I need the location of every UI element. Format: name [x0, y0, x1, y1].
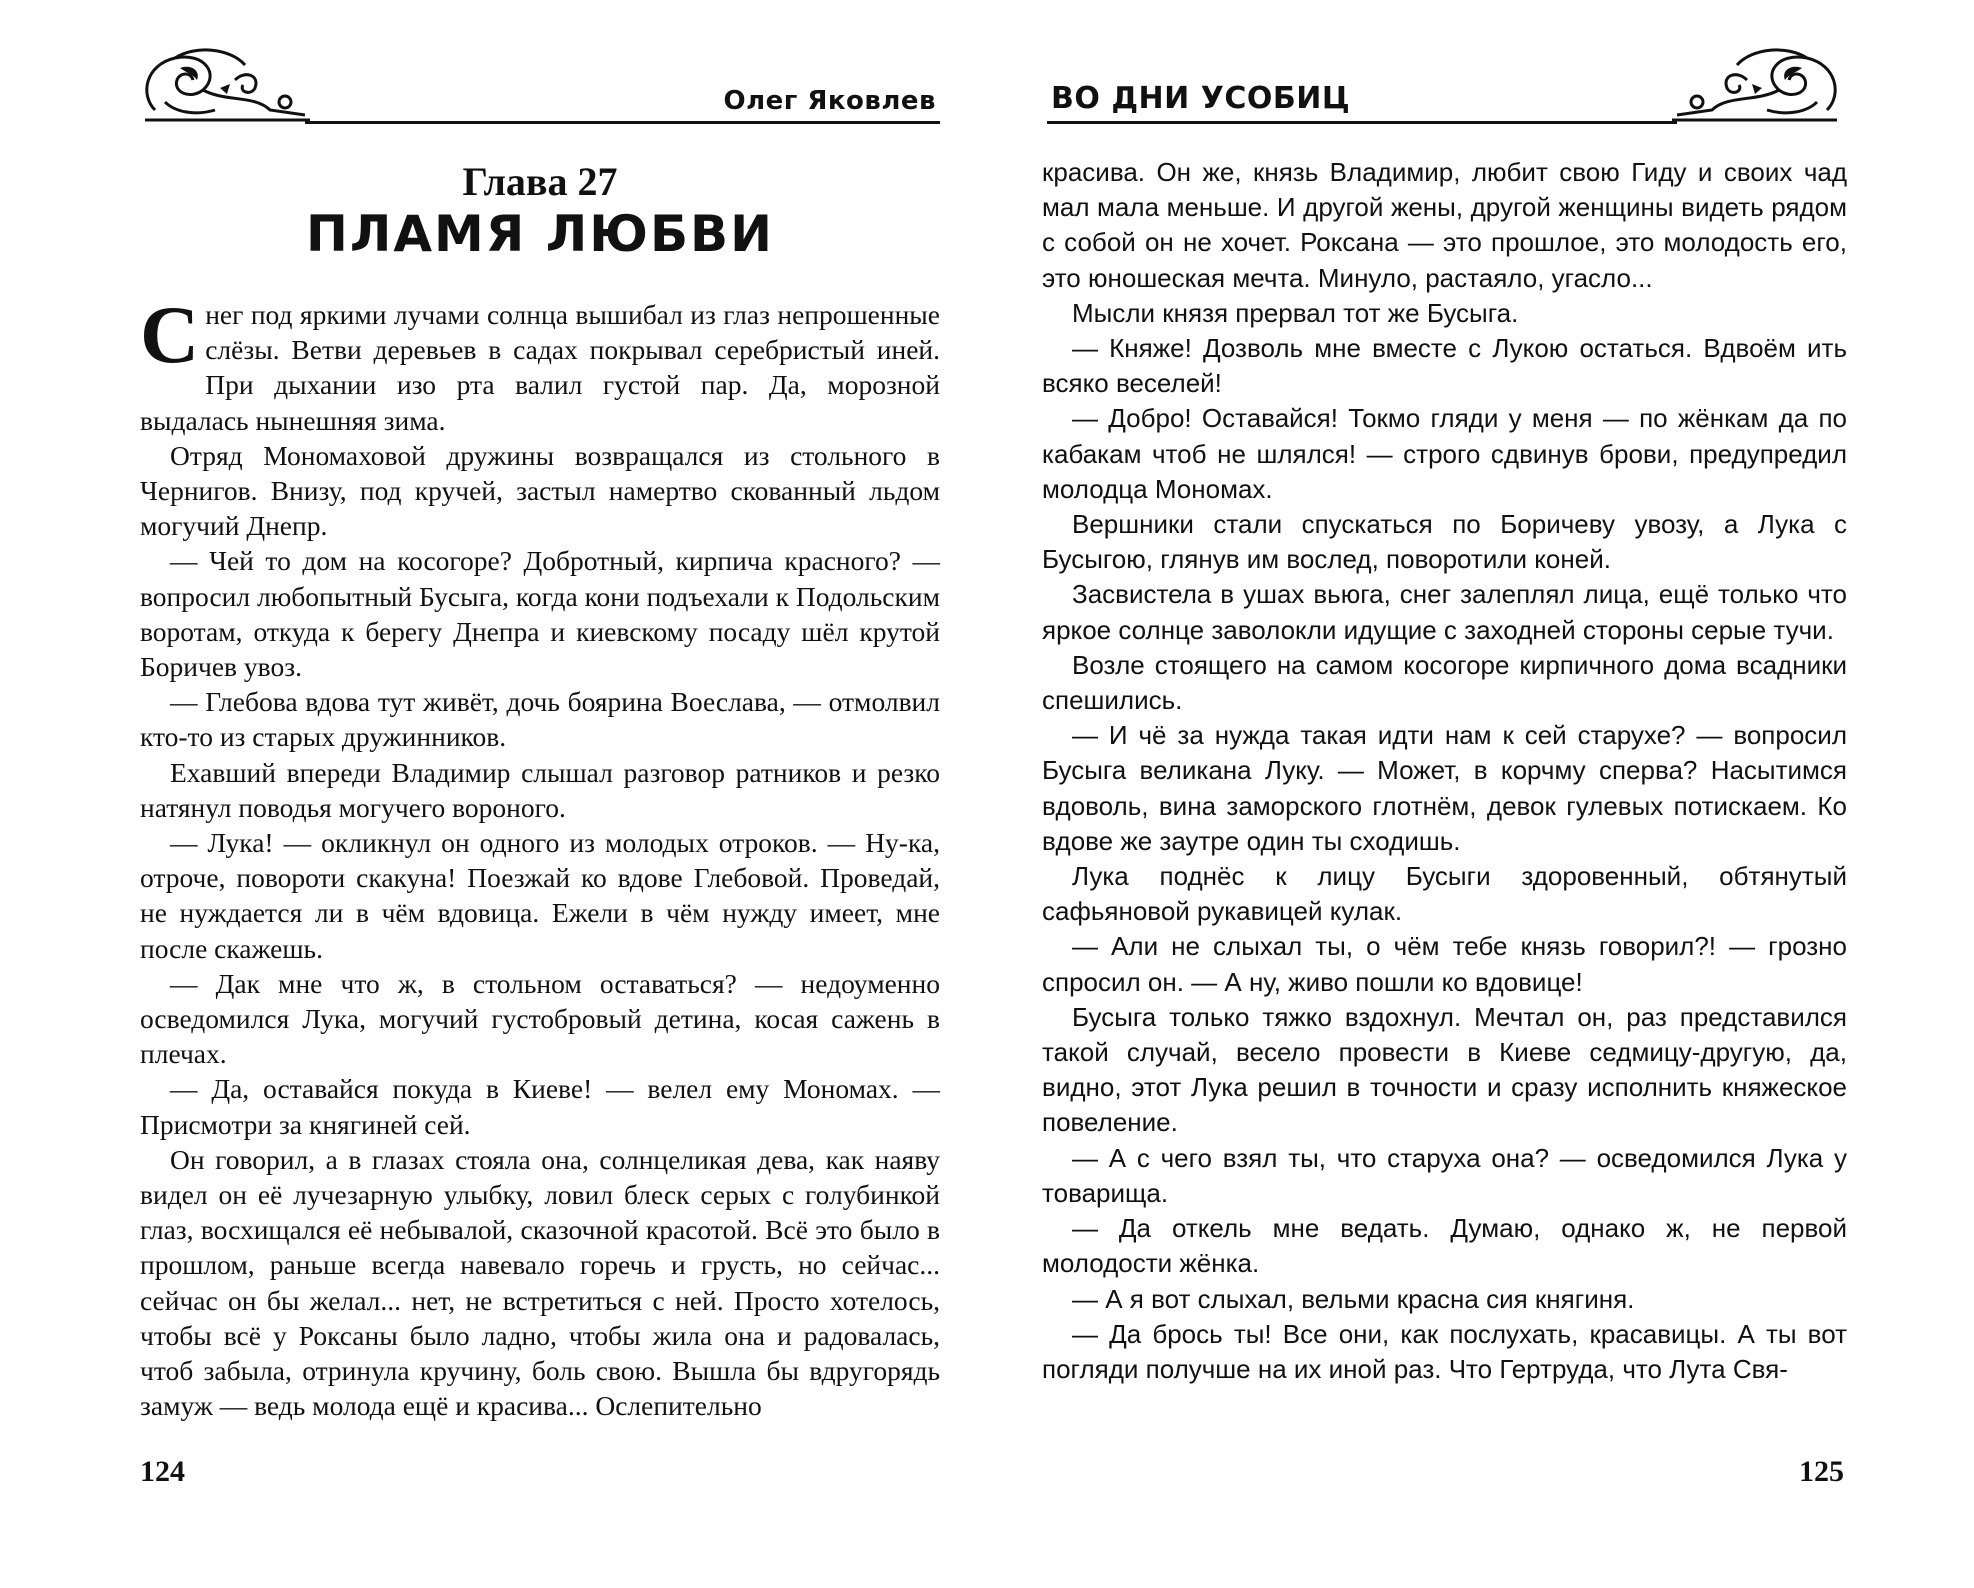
body-text — [140, 289, 940, 1424]
paragraph: — А с чего взял ты, что старуха она? — осведомился Лука у товарища. — [1042, 1142, 1847, 1208]
paragraph: — А я вот слыхал, вельми красна сия княгиня. — [1072, 1283, 1635, 1314]
scroll-ornament-icon — [1667, 40, 1847, 130]
paragraph: — Да брось ты! Все они, как послухать, красавицы. А ты вот погляди получше на их иной раз. Что Гертруда, что Лута Свя- — [1042, 1318, 1847, 1384]
page-number: 125 — [1799, 1455, 1844, 1488]
paragraph: — Добро! Оставайся! Токмо гляди у меня — по жёнкам да по кабакам чтоб не шлялся! — строго сдвинув брови, предупредил молодца Мономах. — [1042, 403, 1847, 504]
paragraph: — И чё за нужда такая идти нам к сей старухе? — вопросил Бусыга великана Луку. — Может, в корчму сперва? Насытимся вдоволь, вина заморского глотнём, девок гулевых потискаем. Ко вдове же заутре один ты сходишь. — [1042, 720, 1847, 856]
paragraph: — Чей то дом на косогоре? Добротный, кирпича красного? — вопросил любопытный Бусыга, когда кони подъехали к Подольским воротам, откуда к берегу Днепра и киевскому посаду шёл крутой Боричев увоз. — [140, 545, 940, 683]
paragraph: — Глебова вдова тут живёт, дочь боярина Воеслава, — отмолвил кто-то из старых дружинников. — [140, 686, 940, 753]
scroll-ornament-icon — [135, 40, 315, 130]
running-head — [1047, 40, 1847, 130]
body-text — [1042, 155, 1847, 1387]
paragraph: Бусыга только тяжко вздохнул. Мечтал он, раз представился такой случай, весело провести в Киеве седмицу-другую, да, видно, этот Лука решил в точности и сразу исполнить княжеское повеление. — [1042, 1001, 1847, 1138]
running-head — [135, 40, 940, 130]
chapter-number: Глава 27 — [462, 159, 618, 204]
running-head-title: ВО ДНИ УСОБИЦ — [1051, 81, 1351, 116]
paragraph: — Али не слыхал ты, о чём тебе князь говорил?! — грозно спросил он. — А ну, живо пошли ко вдовице! — [1042, 931, 1847, 997]
paragraph: Мысли князя прервал тот же Бусыга. — [1072, 297, 1519, 328]
drop-cap: С — [140, 289, 200, 380]
header-rule — [305, 121, 940, 124]
paragraph: Ехавший впереди Владимир слышал разговор ратников и резко натянул поводья могучего вороного. — [140, 756, 940, 823]
paragraph: — Да, оставайся покуда в Киеве! — велел ему Мономах. — Присмотри за княгиней сей. — [140, 1073, 940, 1140]
paragraph: Возле стоящего на самом косогоре кирпичного дома всадники спешились. — [1042, 649, 1847, 716]
header-rule — [1047, 121, 1677, 124]
running-head-author: Олег Яковлев — [723, 86, 936, 116]
paragraph: Он говорил, а в глазах стояла она, солнцеликая дева, как наяву видел он её лучезарную улыбку, ловил блеск серых с голубинкой глаз, восхищался её небывалой, сказочной красотой. Всё это было в прошлом, раньше всегда навевало горечь и грусть, но сейчас... сейчас он бы желал... нет, не встретиться с ней. Просто хотелось, чтобы всё у Роксаны было ладно, чтобы жила она и радовалась, чтоб забыла, отринула кручину, боль свою. Вышла бы вдругорядь замуж — ведь молода ещё и красива... Ослепительно — [140, 1143, 940, 1422]
right-page — [987, 0, 1974, 1588]
paragraph: Снег под яркими лучами солнца вышибал из глаз непрошенные слёзы. Ветви деревьев в садах покрывал серебристый иней. При дыхании изо рта валил густой пар. Да, морозной выдалась нынешняя зима. — [140, 289, 940, 436]
paragraph: Засвистела в ушах вьюга, снег залеплял лица, ещё только что яркое солнце заволокли идущие с заходней стороны серые тучи. — [1042, 579, 1847, 645]
paragraph: — Дак мне что ж, в стольном оставаться? — недоуменно осведомился Лука, могучий густобровый детина, косая сажень в плечах. — [140, 967, 940, 1070]
paragraph: Лука поднёс к лицу Бусыги здоровенный, обтянутый сафьяновой рукавицей кулак. — [1042, 861, 1847, 927]
paragraph: — Лука! — окликнул он одного из молодых отроков. — Ну-ка, отроче, повороти скакуна! Поезжай ко вдове Глебовой. Проведай, не нуждается ли в чём вдовица. Ежели в чём нужду имеет, мне после скажешь. — [140, 827, 940, 964]
chapter-title: ПЛАМЯ ЛЮБВИ — [305, 205, 775, 263]
paragraph: — Княже! Дозволь мне вместе с Лукою остаться. Вдвоём ить всяко веселей! — [1042, 333, 1847, 399]
paragraph: — Да откель мне ведать. Думаю, однако ж, не первой молодости жёнка. — [1042, 1213, 1847, 1279]
paragraph: красива. Он же, князь Владимир, любит свою Гиду и своих чад мал мала меньше. И другой жены, другой женщины видеть рядом с собой он не хочет. Роксана — это прошлое, это молодость его, это юношеская мечта. Минуло, растаяло, угасло... — [1042, 157, 1847, 293]
paragraph: Отряд Мономаховой дружины возвращался из стольного в Чернигов. Внизу, под кручей, застыл намертво скованный льдом могучий Днепр. — [140, 439, 940, 542]
page-number: 124 — [140, 1455, 185, 1488]
paragraph: Вершники стали спускаться по Боричеву увозу, а Лука с Бусыгою, глянув им вослед, поворотили коней. — [1042, 509, 1847, 575]
